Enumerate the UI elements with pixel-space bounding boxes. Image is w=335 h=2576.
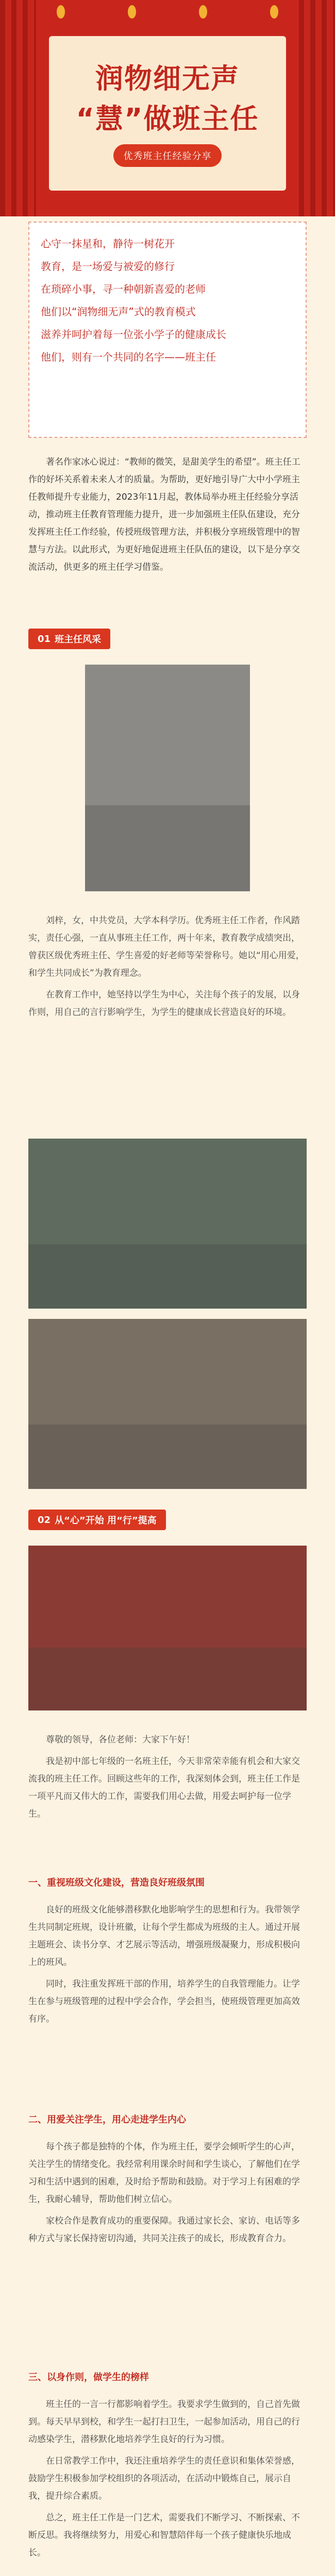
lantern-row <box>57 0 278 21</box>
speech-paragraph: 家校合作是教育成功的重要保障。我通过家长会、家访、电话等多种方式与家长保持密切沟通，共同关注孩子的成长，形成教育合力。 <box>28 2216 300 2244</box>
speech-paragraph: 在日常教学工作中，我还注重培养学生的责任意识和集体荣誉感，鼓励学生积极参加学校组织的各项活动，在活动中锻炼自己，展示自我，提升综合素质。 <box>28 2456 300 2501</box>
lantern-icon <box>199 5 207 19</box>
header-banner <box>0 0 335 216</box>
speech-paragraph: 班主任的一言一行都影响着学生。我要求学生做到的，自己首先做到。每天早早到校，和学生一起打扫卫生，一起参加活动，用自己的行动感染学生，潜移默化地培养学生良好的行为习惯。 <box>28 2399 300 2445</box>
bio-paragraphs <box>28 912 307 1025</box>
speech-paragraph: 良好的班级文化能够潜移默化地影响学生的思想和行为。我带领学生共同制定班规，设计班徽，让每个学生都成为班级的主人。通过开展主题班会、读书分享、才艺展示等活动，增强班级凝聚力，形成积极向上的班风。 <box>28 1905 300 1968</box>
bio-paragraph: 刘梓，女，中共党员，大学本科学历。优秀班主任工作者，作风踏实，责任心强，一直从事班主任工作，两十年来，教育教学成绩突出，曾获区级优秀班主任、学生喜爱的好老师等荣誉称号。她以“用心用爱，和学生共同成长”为教育理念。 <box>28 916 305 978</box>
curtain-right <box>299 0 335 216</box>
lantern-icon <box>128 5 136 19</box>
classroom-photo <box>28 1139 307 1309</box>
subheading-2: 二、用爱关注学生，用心走进学生内心 <box>28 2114 186 2125</box>
teacher-portrait-photo <box>85 665 250 891</box>
subtitle-badge: 优秀班主任经验分享 <box>113 144 222 167</box>
bio-paragraph: 在教育工作中，她坚持以学生为中心，关注每个孩子的发展，以身作则，用自己的言行影响学生，为学生的健康成长营造良好的环境。 <box>28 990 300 1018</box>
subheading-3: 三、以身作则，做学生的榜样 <box>28 2372 149 2383</box>
quote-box <box>28 222 307 438</box>
section-label: 从“心”开始 用“行”提高 <box>55 1515 157 1526</box>
quote-line: 他们，则有一个共同的名字——班主任 <box>41 351 216 363</box>
quote-line: 教育，是一场爱与被爱的修行 <box>41 260 175 273</box>
meeting-photo <box>28 1546 307 1710</box>
section-number: 01 <box>38 633 51 645</box>
title-card <box>49 36 286 191</box>
speech-block-3 <box>28 2396 307 2566</box>
speech-paragraph: 我是初中部七年级的一名班主任，今天非常荣幸能有机会和大家交流我的班主任工作。回顾这些年的工作，我深刻体会到，班主任工作是一项平凡而又伟大的工作，需要我们用心去做，用爱去呵护每一位学生。 <box>28 1756 300 1819</box>
speech-paragraph: 总之，班主任工作是一门艺术，需要我们不断学习、不断探索、不断反思。我将继续努力，用爱心和智慧陪伴每一个孩子健康快乐地成长。 <box>28 2513 300 2558</box>
students-photo <box>28 1319 307 1489</box>
speech-paragraph: 每个孩子都是独特的个体，作为班主任，要学会倾听学生的心声，关注学生的情绪变化。我经常利用课余时间和学生谈心，了解他们在学习和生活中遇到的困难，及时给予帮助和鼓励。对于学习上有困难的学生，我耐心辅导，帮助他们树立信心。 <box>28 2142 300 2205</box>
section-tag-1 <box>28 629 110 649</box>
quote-line: 滋养并呵护着每一位张小学子的健康成长 <box>41 328 226 341</box>
greeting: 尊敬的领导，各位老师：大家下午好！ <box>46 1735 195 1745</box>
lantern-icon <box>57 5 65 19</box>
curtain-left <box>0 0 36 216</box>
subheading-1: 一、重视班级文化建设，营造良好班级氛围 <box>28 1877 205 1888</box>
section-label: 班主任风采 <box>55 634 102 645</box>
lantern-icon <box>270 5 278 19</box>
section-number: 02 <box>38 1514 51 1526</box>
speech-intro <box>28 1731 307 1827</box>
speech-block-1 <box>28 1901 307 2032</box>
quote-line: 在琐碎小事，寻一种朝新喜爱的老师 <box>41 283 206 295</box>
page-title-line1: 润物细无声 <box>95 62 240 95</box>
intro-paragraph: 著名作家冰心说过：“教师的微笑，是甜美学生的希望”。班主任工作的好坏关系着未来人才的质量。为帮助，更好地引导广大中小学班主任教师提升专业能力，2023年11月起，教体局举办班主任经验分享活动，推动班主任教育管理能力提升，进一步加强班主任队伍建设，充分发挥班主任工作经验，传授班级管理方法，并积极分享班级管理中的智慧与方法。以此形式，为更好地促进班主任队伍的建设，以下是分享交流活动，供更多的班主任学习借鉴。 <box>28 457 300 572</box>
page-title-line2: “慧”做班主任 <box>76 103 259 135</box>
section-tag-2 <box>28 1510 166 1530</box>
speech-paragraph: 同时，我注重发挥班干部的作用，培养学生的自我管理能力。让学生在参与班级管理的过程中学会合作，学会担当，使班级管理更加高效有序。 <box>28 1979 300 2024</box>
speech-block-2 <box>28 2138 307 2251</box>
quote-line: 他们以“润物细无声”式的教育模式 <box>41 306 196 318</box>
quote-line: 心守一抹星和，静待一树花开 <box>41 238 175 250</box>
